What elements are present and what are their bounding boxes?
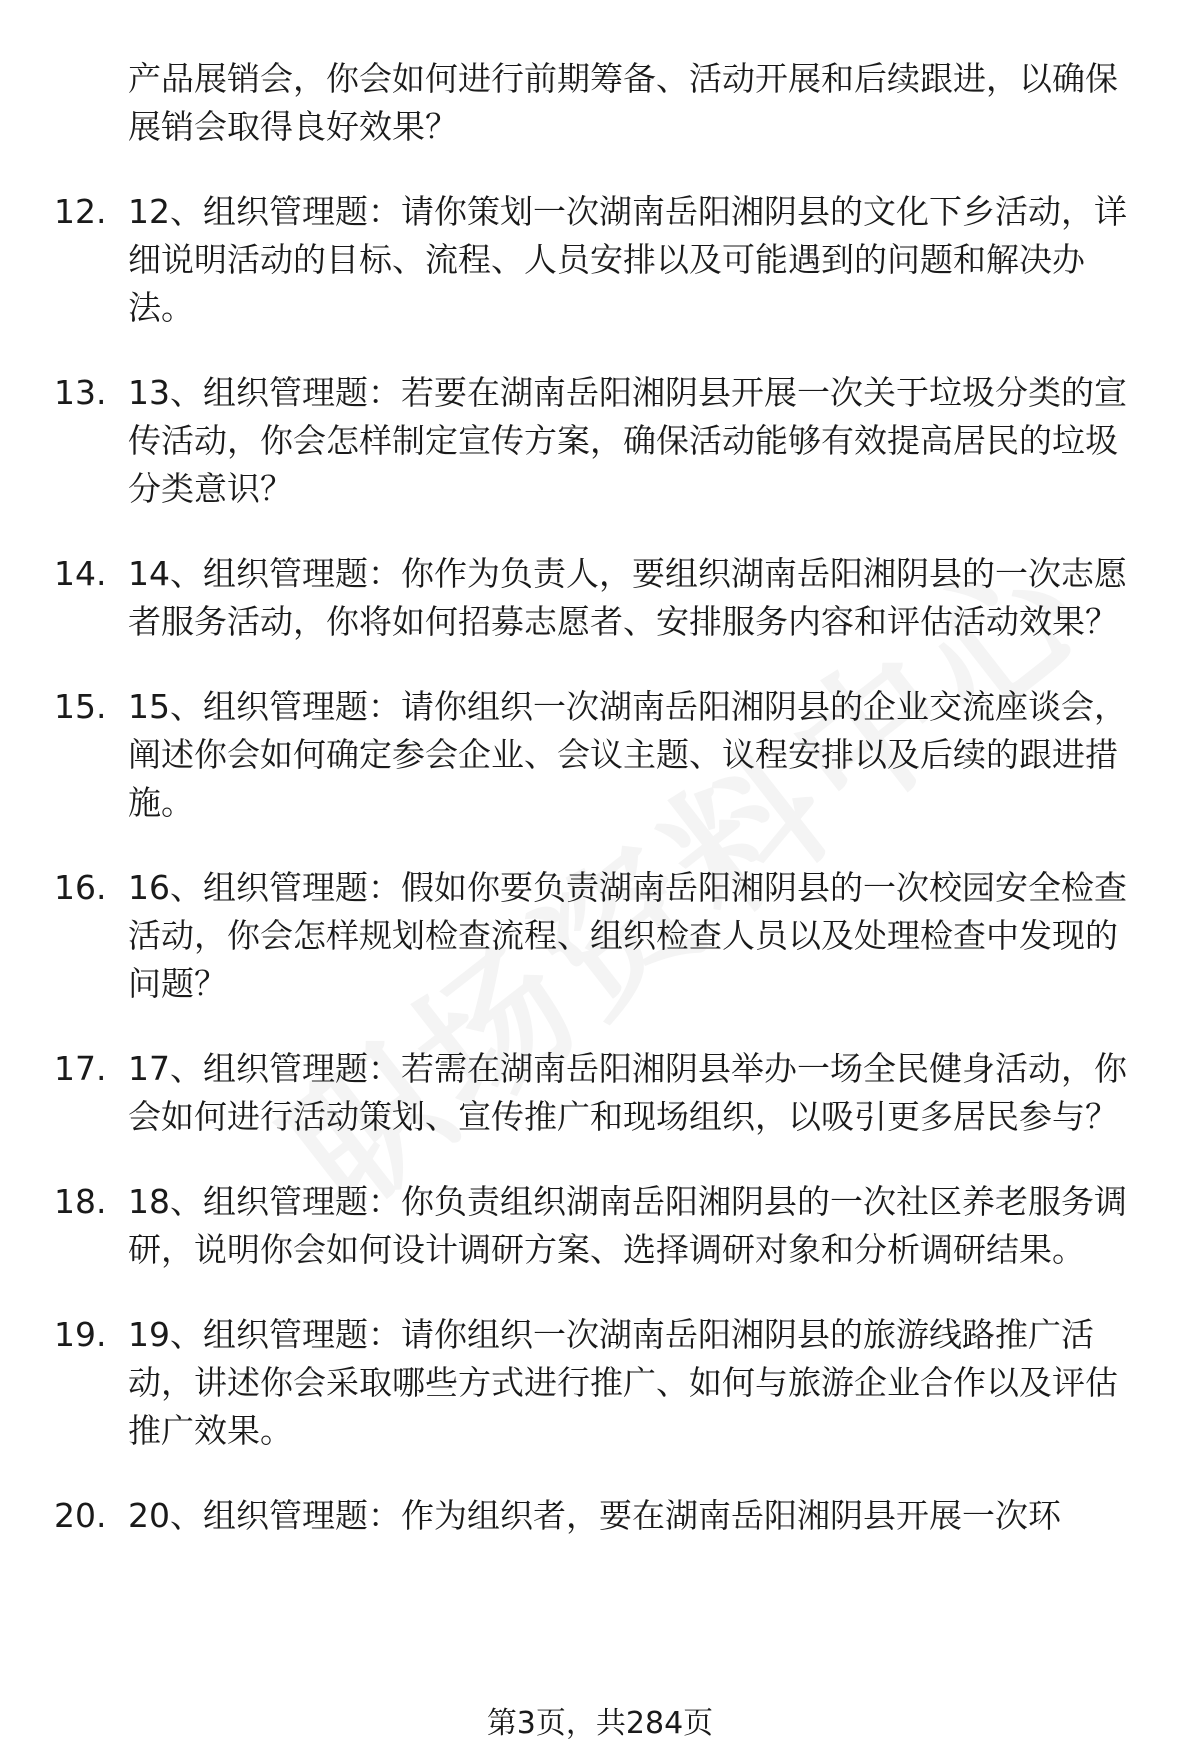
list-item xyxy=(0,683,1148,827)
question-list xyxy=(0,55,1200,1577)
item-text: 15、组织管理题：请你组织一次湖南岳阳湘阴县的企业交流座谈会，阐述你会如何确定参会企业、会议主题、议程安排以及后续的跟进措施。 xyxy=(128,687,1127,822)
item-text: 产品展销会，你会如何进行前期筹备、活动开展和后续跟进，以确保展销会取得良好效果？ xyxy=(128,59,1118,146)
item-number: 19. xyxy=(54,1315,107,1354)
item-text: 16、组织管理题：假如你要负责湖南岳阳湘阴县的一次校园安全检查活动，你会怎样规划检查流程、组织检查人员以及处理检查中发现的问题？ xyxy=(128,868,1127,1003)
item-number: 16. xyxy=(54,868,107,907)
item-number: 17. xyxy=(54,1049,107,1088)
item-text: 17、组织管理题：若需在湖南岳阳湘阴县举办一场全民健身活动，你会如何进行活动策划、宣传推广和现场组织，以吸引更多居民参与？ xyxy=(128,1049,1127,1136)
list-item xyxy=(0,1178,1148,1274)
item-text: 20、组织管理题：作为组织者，要在湖南岳阳湘阴县开展一次环 xyxy=(128,1496,1061,1535)
list-item xyxy=(0,369,1148,513)
list-item xyxy=(0,188,1148,332)
item-number: 12. xyxy=(54,192,107,231)
list-item xyxy=(0,550,1148,646)
item-number: 14. xyxy=(54,554,107,593)
list-item xyxy=(0,55,1148,151)
item-text: 12、组织管理题：请你策划一次湖南岳阳湘阴县的文化下乡活动，详细说明活动的目标、流程、人员安排以及可能遇到的问题和解决办法。 xyxy=(128,192,1127,327)
item-text: 19、组织管理题：请你组织一次湖南岳阳湘阴县的旅游线路推广活动，讲述你会采取哪些方式进行推广、如何与旅游企业合作以及评估推广效果。 xyxy=(128,1315,1118,1450)
list-item xyxy=(0,1311,1148,1455)
page-footer: 第3页，共284页 xyxy=(486,1706,714,1741)
list-item xyxy=(0,864,1148,1008)
list-item xyxy=(0,1492,1148,1540)
list-item xyxy=(0,1045,1148,1141)
item-text: 18、组织管理题：你负责组织湖南岳阳湘阴县的一次社区养老服务调研，说明你会如何设计调研方案、选择调研对象和分析调研结果。 xyxy=(128,1182,1127,1269)
item-text: 13、组织管理题：若要在湖南岳阳湘阴县开展一次关于垃圾分类的宣传活动，你会怎样制定宣传方案，确保活动能够有效提高居民的垃圾分类意识？ xyxy=(128,373,1127,508)
item-text: 14、组织管理题：你作为负责人，要组织湖南岳阳湘阴县的一次志愿者服务活动，你将如何招募志愿者、安排服务内容和评估活动效果？ xyxy=(128,554,1127,641)
item-number: 20. xyxy=(54,1496,107,1535)
item-number: 15. xyxy=(54,687,107,726)
item-number: 18. xyxy=(54,1182,107,1221)
item-number: 13. xyxy=(54,373,107,412)
